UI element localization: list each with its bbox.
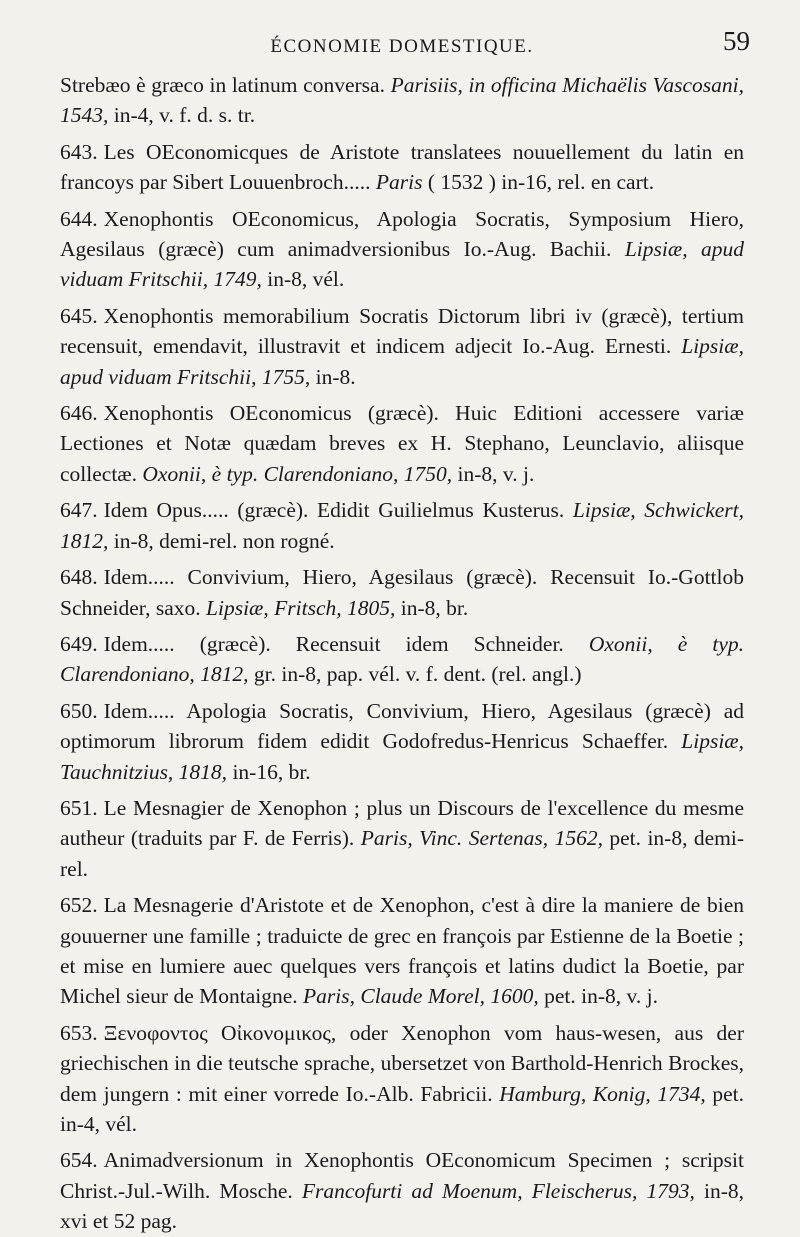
entry-644: 644. Xenophontis OEconomicus, Apologia Socratis, Symposium Hiero, Agesilaus (græcè) cum animadversionibus Io.-Aug. Bachii. Lipsiæ, apud viduam Fritschii, 1749, in-8, vél.	[60, 206, 744, 292]
entry-643: 643. Les OEconomicques de Aristote translatees nouuellement du latin en francoys par Sibert Louuenbroch..... Paris ( 1532 ) in-16, rel. en cart.	[60, 139, 744, 195]
entry-number: 652.	[60, 893, 98, 918]
entry-number: 645.	[60, 303, 98, 328]
entry-651: 651. Le Mesnagier de Xenophon ; plus un Discours de l'excellence du mesme autheur (traduits par F. de Ferris). Paris, Vinc. Sertenas, 1562, pet. in-8, demi-rel.	[60, 795, 745, 881]
entry-number: 653.	[60, 1020, 98, 1045]
entry-number: 644.	[60, 206, 98, 231]
entry-continuation: Strebæo è græco in latinum conversa. Parisiis, in officina Michaëlis Vascosani, 1543, in-4, v. f. d. s. tr.	[60, 73, 744, 128]
entry-number: 650.	[60, 698, 98, 723]
entry-646: 646. Xenophontis OEconomicus (græcè). Huic Editioni accessere variæ Lectiones et Notæ quædam breves ex H. Stephano, Leunclavio, aliisque collectæ. Oxonii, è typ. Clarendoniano, 1750, in-8, v. j.	[60, 401, 744, 486]
entry-652: 652. La Mesnagerie d'Aristote et de Xenophon, c'est à dire la maniere de bien gouuerner une famille ; traduicte de grec en françois par Estienne de la Boetie ; et mise en lumiere auec quelques vers françois et latins dudict la Boetie, par Michel sieur de Montaigne. Paris, Claude Morel, 1600, pet. in-8, v. j.	[60, 893, 744, 1009]
entry-653: 653. Ξενοφοντος Οἰκονομικος, oder Xenophon vom haus-wesen, aus der griechischen in die teutsche sprache, ubersetzet von Barthold-Henrich Brockes, dem jungern : mit einer vorrede Io.-Alb. Fabricii. Hamburg, Konig, 1734, pet. in-4, vél.	[60, 1020, 745, 1136]
entry-number: 643.	[60, 139, 98, 164]
page-header	[60, 26, 750, 70]
entry-647: 647. Idem Opus..... (græcè). Edidit Guilielmus Kusterus. Lipsiæ, Schwickert, 1812, in-8, demi-rel. non rogné.	[60, 498, 745, 553]
entry-number: 654.	[60, 1148, 98, 1173]
entry-number: 647.	[60, 498, 98, 523]
entry-648: 648. Idem..... Convivium, Hiero, Agesilaus (græcè). Recensuit Io.-Gottlob Schneider, saxo. Lipsiæ, Fritsch, 1805, in-8, br.	[60, 565, 744, 620]
entry-number: 646.	[60, 401, 98, 426]
entry-649: 649. Idem..... (græcè). Recensuit idem Schneider. Oxonii, è typ. Clarendoniano, 1812, gr. in-8, pap. vél. v. f. dent. (rel. angl.)	[60, 631, 744, 687]
page-number: 59	[723, 26, 750, 56]
entry-654: 654. Animadversionum in Xenophontis OEconomicum Specimen ; scripsit Christ.-Jul.-Wilh. Mosche. Francofurti ad Moenum, Fleischerus, 1793, in-8, xvi et 52 pag.	[60, 1148, 745, 1234]
entry-650: 650. Idem..... Apologia Socratis, Convivium, Hiero, Agesilaus (græcè) ad optimorum librorum fidem edidit Godofredus-Henricus Schaeffer. Lipsiæ, Tauchnitzius, 1818, in-16, br.	[60, 698, 745, 784]
entry-list	[60, 70, 744, 1237]
entry-number: 651.	[60, 795, 98, 820]
entry-number: 648.	[60, 565, 98, 590]
running-head: ÉCONOMIE DOMESTIQUE.	[270, 36, 534, 57]
entry-number: 649.	[60, 631, 98, 656]
entry-645: 645. Xenophontis memorabilium Socratis Dictorum libri iv (græcè), tertium recensuit, emendavit, illustravit et indicem adjecit Io.-Aug. Ernesti. Lipsiæ, apud viduam Fritschii, 1755, in-8.	[60, 303, 744, 389]
